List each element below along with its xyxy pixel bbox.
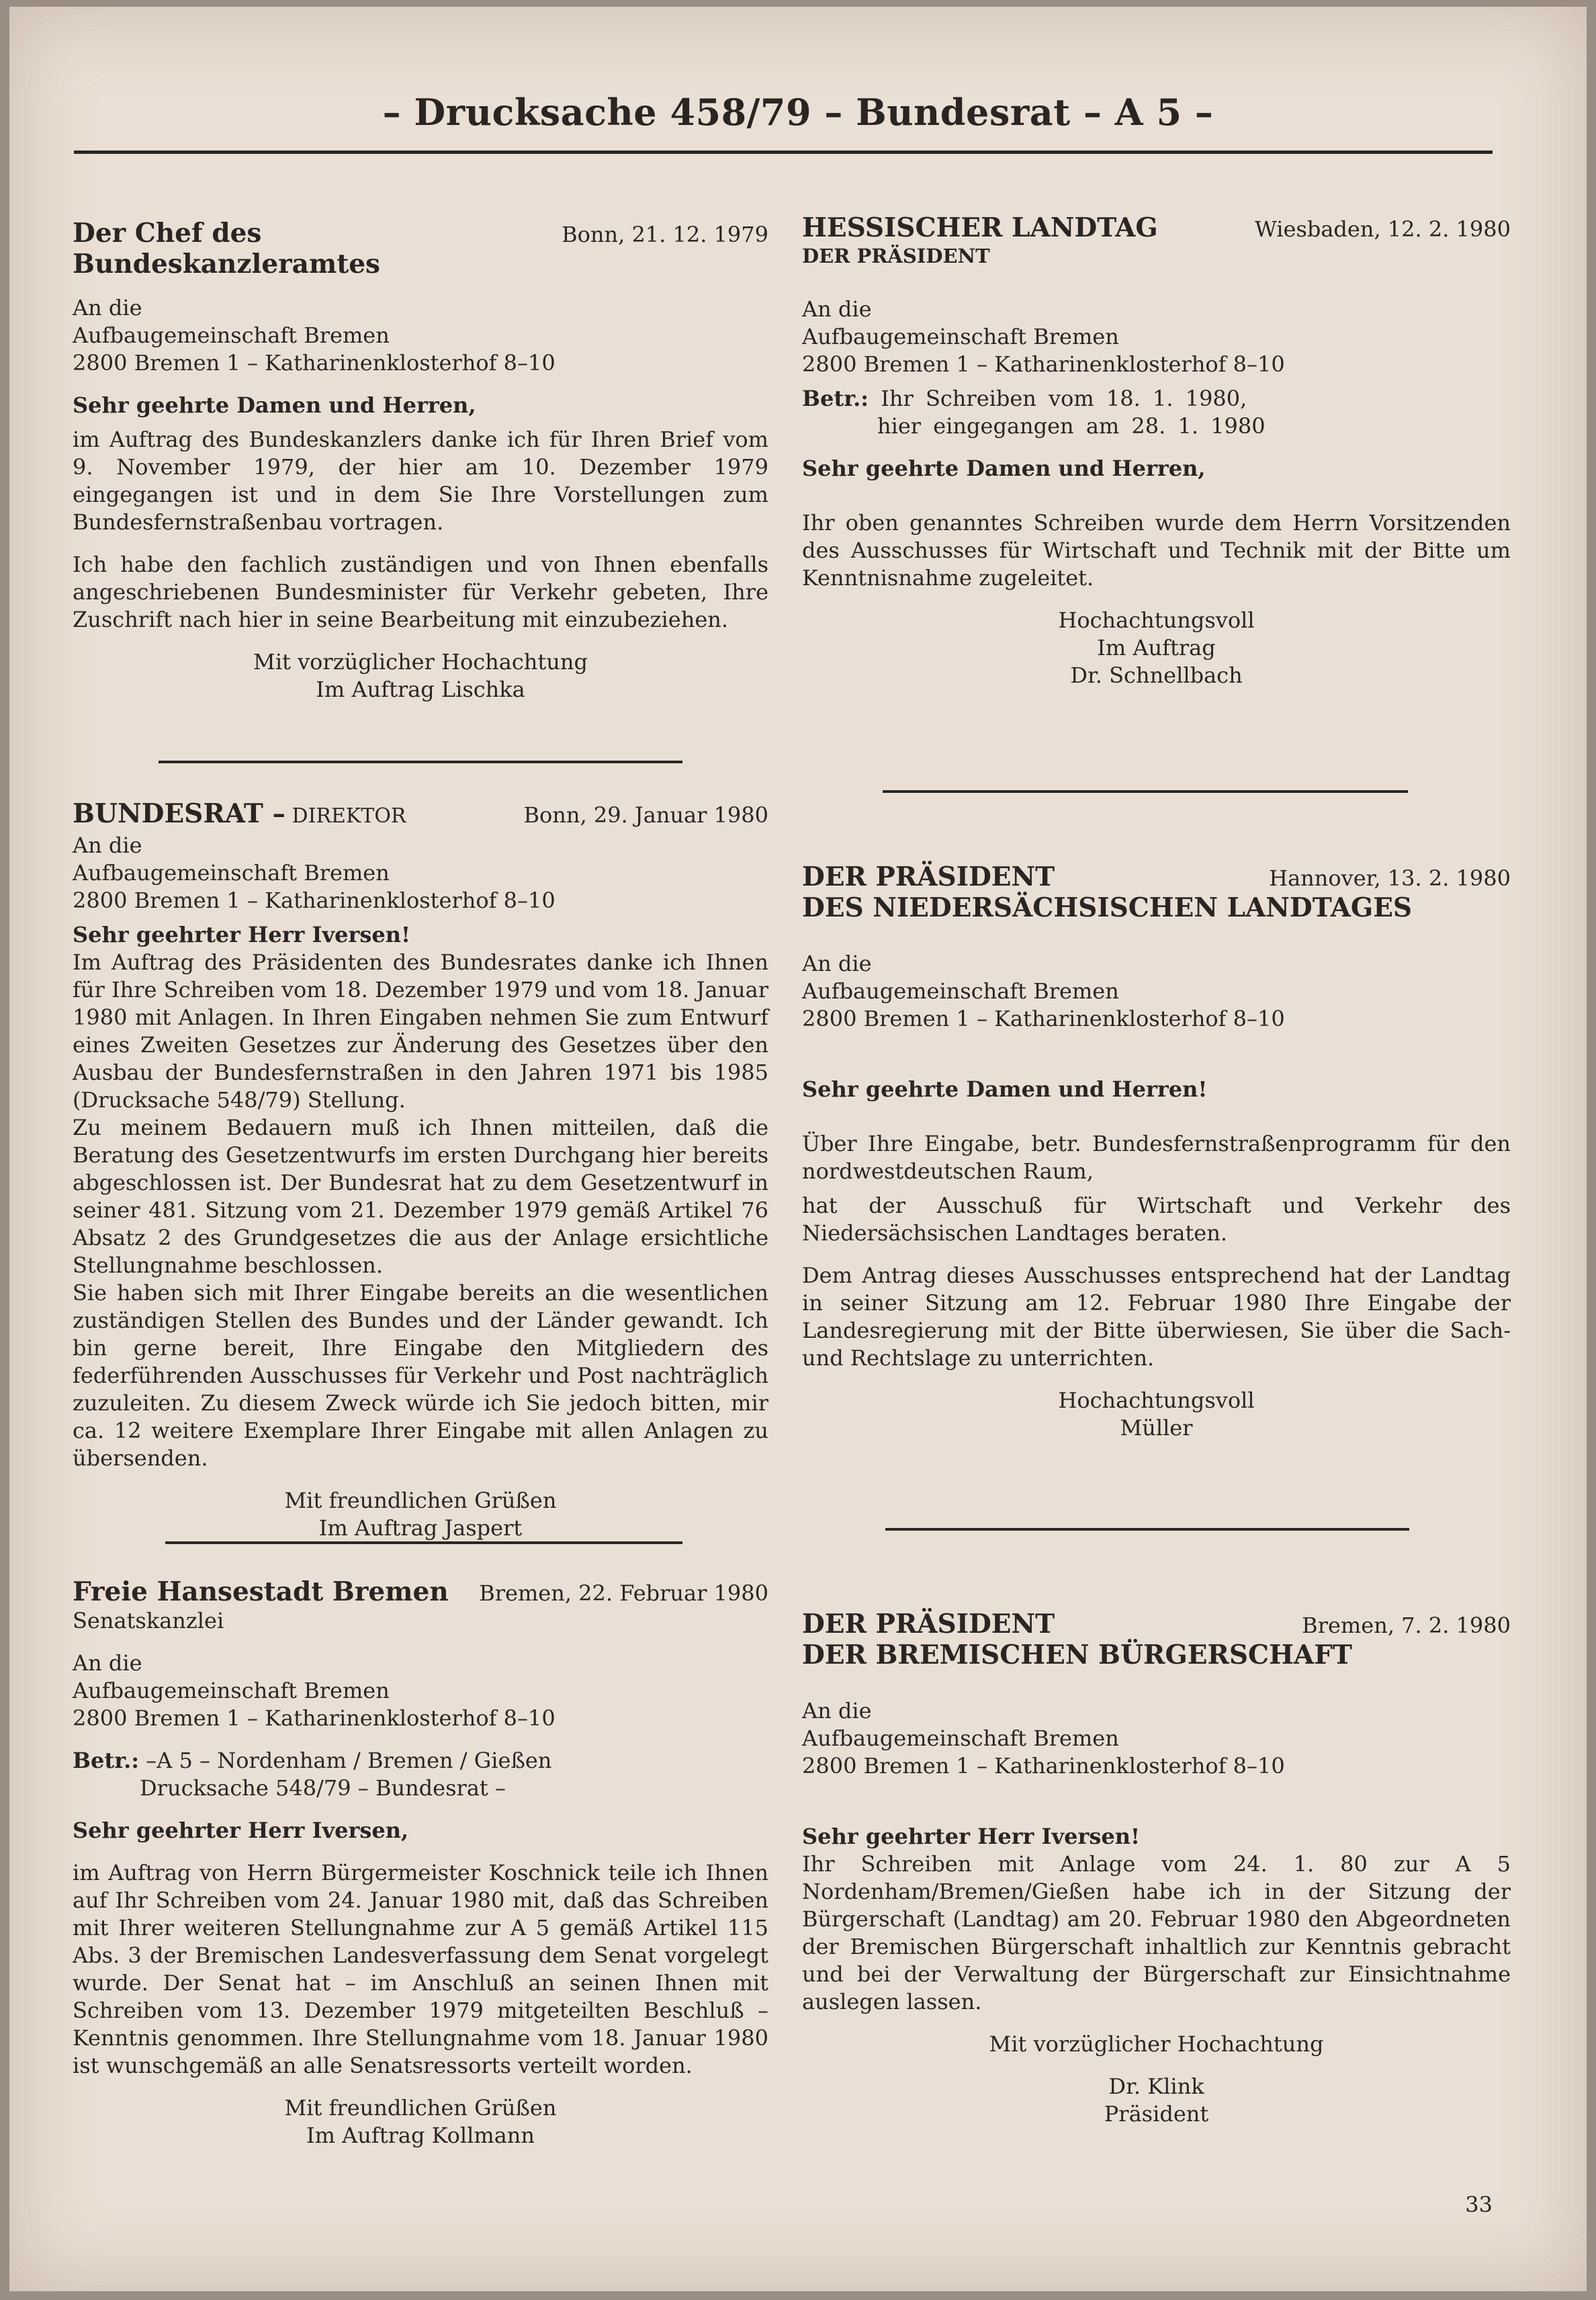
- address-line-2: Aufbaugemeinschaft Bremen: [73, 323, 390, 348]
- letter-bundesrat-direktor: [73, 798, 768, 1542]
- letter-divider: [159, 761, 682, 763]
- body-paragraph: Ihr Schreiben mit Anlage vom 24. 1. 80 zur A 5 Nordenham/Bremen/Gießen habe ich in der Sitzung der Bürgerschaft (Landtag) am 20. Februar 1980 den Abgeordneten der Bremischen Bürgerschaft inhaltlich zur Kenntnis gebracht und bei der Verwaltung der Bürgerschaft zur Einsichtnahme auslegen lassen.: [802, 1851, 1511, 2014]
- address-line-2: Aufbaugemeinschaft Bremen: [802, 324, 1119, 349]
- sender-line-2: DES NIEDERSÄCHSISCHEN LANDTAGES: [802, 892, 1413, 923]
- subject-line-2: Drucksache 548/79 – Bundesrat –: [140, 1775, 506, 1801]
- letter-date: Hannover, 13. 2. 1980: [1269, 865, 1511, 891]
- sender-name: Freie Hansestadt Bremen: [73, 1576, 449, 1607]
- closing-line: Mit vorzüglicher Hochachtung: [989, 2031, 1324, 2057]
- salutation: Sehr geehrter Herr Iversen!: [73, 922, 411, 947]
- address-line-3: 2800 Bremen 1 – Katharinenklosterhof 8–10: [802, 351, 1285, 377]
- signature-line: Im Auftrag Kollmann: [306, 2123, 535, 2148]
- address-line-3: 2800 Bremen 1 – Katharinenklosterhof 8–10: [73, 350, 556, 376]
- body-paragraph: Dem Antrag dieses Ausschusses entsprechend hat der Landtag in seiner Sitzung am 12. Februar 1980 Ihre Eingabe der Landesregierung mit der Bitte überwiesen, Sie über die Sach- und Rechtslage zu unterrichten.: [802, 1263, 1511, 1371]
- address-line-1: An die: [802, 296, 872, 322]
- address-line-1: An die: [73, 1650, 142, 1676]
- body-paragraph: Ihr oben genanntes Schreiben wurde dem Herrn Vorsitzenden des Ausschusses für Wirtschaft und Technik mit der Bitte um Kenntnisnahme zugeleitet.: [802, 510, 1511, 591]
- salutation: Sehr geehrter Herr Iversen,: [73, 1818, 409, 1843]
- address-line-1: An die: [802, 951, 872, 976]
- body-paragraph: im Auftrag des Bundeskanzlers danke ich für Ihren Brief vom 9. November 1979, der hier am 10. Dezember 1979 eingegangen ist und in dem Sie Ihre Vorstellungen zum Bundesfernstraßenbau vortragen.: [73, 427, 768, 535]
- address-line-3: 2800 Bremen 1 – Katharinenklosterhof 8–10: [802, 1753, 1285, 1779]
- letter-header: [73, 798, 768, 832]
- salutation: Sehr geehrte Damen und Herren,: [802, 456, 1206, 481]
- body-paragraph: im Auftrag von Herrn Bürgermeister Koschnick teile ich Ihnen auf Ihr Schreiben vom 24. Januar 1980 mit, daß das Schreiben mit Ihrer weiteren Stellungnahme zur A 5 gemäß Artikel 115 Abs. 3 der Bremischen Landesverfassung dem Senat vorgelegt wurde. Der Senat hat – im Anschluß an seinen Ihnen mit Schreiben vom 13. Dezember 1979 mitgeteilten Beschluß – Kenntnis genommen. Ihre Stellungnahme vom 18. Januar 1980 ist wunschgemäß an alle Senatsressorts verteilt worden.: [73, 1860, 768, 2078]
- address-line-3: 2800 Bremen 1 – Katharinenklosterhof 8–10: [73, 888, 556, 913]
- body-paragraph: Sie haben sich mit Ihrer Eingabe bereits an die wesentlichen zuständigen Stellen des Bundes und der Länder gewandt. Ich bin gerne bereit, Ihre Eingabe den Mitgliedern des federführenden Ausschusses für Verkehr und Post nachträglich zuzuleiten. Zu diesem Zweck würde ich Sie jedoch bitten, mir ca. 12 weitere Exemplare Ihrer Eingabe mit allen Anlagen zu übersenden.: [73, 1280, 768, 1471]
- page-header-title: – Drucksache 458/79 – Bundesrat – A 5 –: [382, 91, 1214, 134]
- signature-line: Dr. Schnellbach: [1070, 663, 1243, 688]
- letter-divider: [165, 1541, 682, 1544]
- subject-line-2: hier eingegangen am 28. 1. 1980: [877, 413, 1266, 439]
- closing-line: Mit freundlichen Grüßen: [284, 1488, 557, 1513]
- sender-line-1: DER PRÄSIDENT: [802, 1609, 1055, 1639]
- sender-name: HESSISCHER LANDTAG: [802, 212, 1158, 243]
- address-line-1: An die: [73, 833, 142, 858]
- address-line-2: Aufbaugemeinschaft Bremen: [73, 860, 390, 886]
- sender-name: BUNDESRAT –: [73, 798, 285, 829]
- address-line-2: Aufbaugemeinschaft Bremen: [73, 1678, 390, 1703]
- body-paragraph: Ich habe den fachlich zuständigen und von Ihnen ebenfalls angeschriebenen Bundesminister für Verkehr gebeten, Ihre Zuschrift nach hier in seine Bearbeitung mit einzubeziehen.: [73, 552, 768, 632]
- letter-chef-bundeskanzleramt: [73, 218, 768, 704]
- letter-header: [73, 218, 768, 280]
- address-line-2: Aufbaugemeinschaft Bremen: [802, 1726, 1119, 1751]
- letter-bremische-buergerschaft: [802, 1609, 1511, 2128]
- header-rule: [74, 151, 1493, 154]
- closing-line: Im Auftrag: [1097, 635, 1216, 661]
- signature-title: Präsident: [1104, 2101, 1209, 2127]
- body-paragraph: Zu meinem Bedauern muß ich Ihnen mitteilen, daß die Beratung des Gesetzentwurfs im ersten Durchgang hier bereits abgeschlossen ist. Der Bundesrat hat zu dem Gesetzentwurf in seiner 481. Sitzung vom 21. Dezember 1979 gemäß Artikel 76 Absatz 2 des Grundgesetzes die aus der Anlage ersichtliche Stellungnahme beschlossen.: [73, 1115, 768, 1278]
- salutation: Sehr geehrte Damen und Herren,: [73, 392, 476, 418]
- letter-divider: [883, 790, 1408, 793]
- letter-date: Bonn, 29. Januar 1980: [523, 802, 768, 828]
- address-line-1: An die: [802, 1698, 872, 1723]
- body-paragraph: Über Ihre Eingabe, betr. Bundesfernstraßenprogramm für den nordwestdeutschen Raum,: [802, 1131, 1511, 1184]
- address-line-3: 2800 Bremen 1 – Katharinenklosterhof 8–10: [73, 1705, 556, 1731]
- closing-line: Mit vorzüglicher Hochachtung: [253, 649, 588, 675]
- sender-line-2: DER BREMISCHEN BÜRGERSCHAFT: [802, 1639, 1352, 1670]
- address-line-2: Aufbaugemeinschaft Bremen: [802, 978, 1119, 1004]
- body-paragraph: hat der Ausschuß für Wirtschaft und Verkehr des Niedersächsischen Landtages beraten.: [802, 1193, 1511, 1246]
- salutation: Sehr geehrte Damen und Herren!: [802, 1076, 1208, 1102]
- letter-header: [802, 1609, 1511, 1670]
- letter-date: Bremen, 22. Februar 1980: [479, 1580, 768, 1606]
- letter-date: Wiesbaden, 12. 2. 1980: [1254, 216, 1511, 242]
- letter-date: Bonn, 21. 12. 1979: [562, 222, 768, 247]
- signature-line: Dr. Klink: [1108, 2074, 1204, 2099]
- signature-line: Im Auftrag Lischka: [316, 677, 525, 702]
- letter-freie-hansestadt-bremen: [73, 1576, 768, 2149]
- closing-line: Hochachtungsvoll: [1058, 607, 1255, 633]
- subject-line-1: Ihr Schreiben vom 18. 1. 1980,: [869, 386, 1247, 411]
- subject-line-1: –A 5 – Nordenham / Bremen / Gießen: [139, 1748, 552, 1773]
- sender-sub: DER PRÄSIDENT: [802, 245, 990, 267]
- signature-line: Im Auftrag Jaspert: [318, 1515, 523, 1541]
- sender-line-1: Der Chef des: [73, 218, 262, 249]
- sender-line-1: DER PRÄSIDENT: [802, 861, 1055, 892]
- page-number: 33: [1465, 2192, 1493, 2217]
- letter-header: [73, 1576, 768, 1607]
- letter-niedersaechsischer-landtag: [802, 861, 1511, 1442]
- sender-sub: Senatskanzlei: [73, 1608, 224, 1633]
- signature-line: Müller: [1120, 1415, 1193, 1441]
- address-line-1: An die: [73, 295, 142, 321]
- letter-hessischer-landtag: [802, 212, 1511, 689]
- address-line-3: 2800 Bremen 1 – Katharinenklosterhof 8–10: [802, 1006, 1285, 1031]
- sender-line-2: Bundeskanzleramtes: [73, 249, 381, 280]
- document-page: [9, 7, 1587, 2291]
- letter-divider: [885, 1528, 1409, 1531]
- salutation: Sehr geehrter Herr Iversen!: [802, 1824, 1141, 1849]
- sender-sub: DIREKTOR: [285, 804, 406, 828]
- body-paragraph: Im Auftrag des Präsidenten des Bundesrates danke ich Ihnen für Ihre Schreiben vom 18. Dezember 1979 und vom 18. Januar 1980 mit Anlagen. In Ihren Eingaben nehmen Sie zum Entwurf eines Zweiten Gesetzes zur Änderung des Gesetzes über den Ausbau der Bundesfernstraßen in den Jahren 1971 bis 1985 (Drucksache 548/79) Stellung.: [73, 949, 768, 1113]
- subject-label: Betr.:: [802, 386, 869, 411]
- letter-header: [802, 212, 1511, 269]
- closing-line: Mit freundlichen Grüßen: [284, 2095, 557, 2121]
- letter-date: Bremen, 7. 2. 1980: [1302, 1613, 1511, 1638]
- letter-header: [802, 861, 1511, 923]
- subject-label: Betr.:: [73, 1748, 140, 1773]
- closing-line: Hochachtungsvoll: [1058, 1388, 1255, 1413]
